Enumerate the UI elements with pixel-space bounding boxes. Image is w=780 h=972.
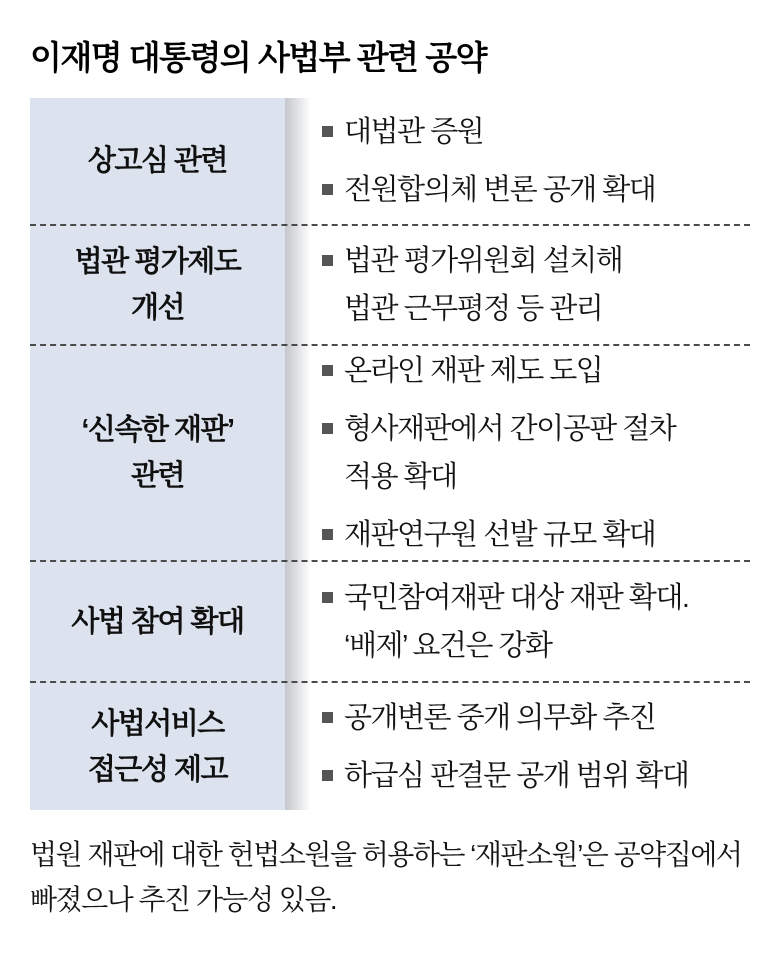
pledge-table [30,98,750,810]
pledge-text: 온라인 재판 제도 도입 [344,355,603,387]
pledge-item [322,752,750,800]
page-title: 이재명 대통령의 사법부 관련 공약 [30,39,486,76]
infographic-page [0,36,780,972]
pledge-text: 국민참여재판 대상 재판 확대. [344,581,689,614]
pledge-text: 하급심 판결문 공개 범위 확대 [344,759,689,792]
category-cell [30,683,285,810]
category-label: 관련 [130,460,185,492]
pledge-text: 형사재판에서 간이공판 절차 [344,413,676,445]
category-label: 법관 평가제도 [74,246,241,278]
bullet-square-icon [322,255,333,266]
category-label: 개선 [130,292,185,324]
pledge-item [322,166,750,214]
pledge-text: 전원합의체 변론 공개 확대 [344,174,656,206]
pledge-cell [285,562,750,681]
table-row [30,560,750,681]
pledge-item [322,347,750,395]
table-row [30,224,750,344]
pledge-cell [285,226,750,344]
table-row [30,681,750,810]
bullet-square-icon [322,770,333,781]
pledge-cell [285,683,750,810]
pledge-item [322,574,750,670]
pledge-item [322,511,750,559]
category-label: ‘신속한 재판’ [81,414,234,446]
pledge-item [322,237,750,333]
bullet-square-icon [322,184,333,195]
table-row [30,98,750,224]
pledge-cell [285,346,750,560]
category-label: 사법서비스 [91,707,224,740]
pledge-text: 재판연구원 선발 규모 확대 [344,519,656,551]
pledge-text: 법관 근무평정 등 관리 [344,293,603,325]
bullet-square-icon [322,365,333,376]
pledge-text: ‘배제’ 요건은 강화 [344,629,552,662]
pledge-text: 적용 확대 [344,461,457,493]
category-cell [30,562,285,681]
pledge-cell [285,98,750,224]
pledge-item [322,108,750,156]
pledge-text: 대법관 증원 [344,116,484,148]
footnote-line: 빠졌으나 추진 가능성 있음. [30,884,337,915]
bullet-square-icon [322,712,333,723]
pledge-item [322,405,750,501]
footnote [30,832,750,922]
bullet-square-icon [322,423,333,434]
bullet-square-icon [322,592,333,603]
category-cell [30,346,285,560]
pledge-text: 공개변론 중개 의무화 추진 [344,701,656,734]
bullet-square-icon [322,529,333,540]
category-label: 사법 참여 확대 [71,605,244,638]
pledge-item [322,694,750,742]
category-cell [30,226,285,344]
category-label: 상고심 관련 [87,145,228,177]
category-label: 접근성 제고 [87,753,228,786]
bullet-square-icon [322,126,333,137]
pledge-text: 법관 평가위원회 설치해 [344,245,623,277]
category-cell [30,98,285,224]
footnote-line: 법원 재판에 대한 헌법소원을 허용하는 ‘재판소원’은 공약집에서 [30,839,742,870]
table-row [30,344,750,560]
